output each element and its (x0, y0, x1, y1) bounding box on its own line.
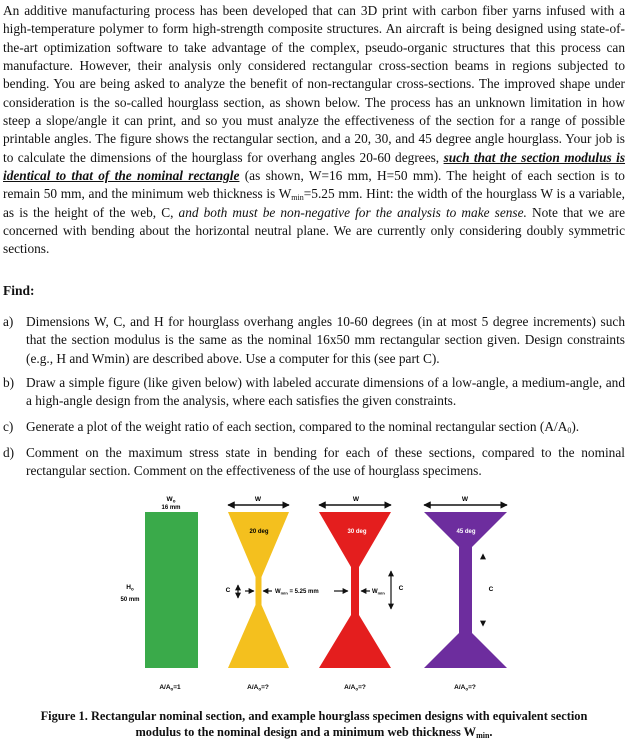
question-b (3, 374, 625, 411)
caption-text: Figure 1. Rectangular nominal section, and example hourglass specimen designs with equivalent section modulus to the nominal design and a minimum web thickness W (40, 709, 588, 739)
question-text: Generate a plot of the weight ratio of each section, compared to the nominal rectangular section (A/A (26, 419, 568, 434)
section-diagram (0, 488, 628, 698)
question-text-end: ). (571, 419, 580, 434)
hg45-area-ratio: $A/A_o=$? (454, 684, 476, 692)
question-text: Dimensions W, C, and H for hourglass overhang angles 10-60 degrees (in at most 5 degree increments) such that the section modulus is the same as the nominal 16x50 mm rectangular section given. Design constraints (e.g., H and Wmin) are described above. Use a computer for this (see part C). (26, 314, 625, 366)
hg30-wmin-label: $W_{min}$ (372, 589, 385, 596)
question-c (3, 418, 625, 436)
hg20-c-label: C (225, 587, 231, 594)
intro-wmin-sub: min (291, 193, 304, 203)
question-text: Comment on the maximum stress state in bending for each of these sections, compared to the nominal rectangular section. Comment on the effectiveness of the use of hourglass specimens. (26, 445, 625, 479)
hg45-c-label: C (488, 586, 494, 593)
intro-text-3: =5.25 mm. Hint: the width of the hourglass W is a variable, as is the height of the web, C, (3, 186, 625, 220)
hg20-wmin-label: $W_{min} = 5.25$ mm (275, 589, 319, 596)
question-label: b) (3, 375, 15, 390)
hourglass-45deg (424, 496, 507, 692)
hg30-w-label: W (352, 496, 360, 503)
intro-italic: and both must be non-negative for the analysis to make sense. (178, 204, 527, 220)
rect-h-label: $H_o$ (126, 584, 134, 592)
rect-h-value: 50 mm (120, 597, 140, 603)
hg30-area-ratio: $A/A_o=$? (344, 684, 366, 692)
intro-emphasis: such that the section modulus is identical to that of the nominal rectangle (3, 149, 626, 184)
caption-end: . (489, 725, 493, 739)
question-a (3, 313, 625, 368)
figure-caption (18, 708, 610, 740)
hg20-angle: 20 deg (249, 529, 269, 535)
hg30-c-label: C (398, 585, 404, 592)
rect-shape (145, 512, 198, 668)
rect-w-label: $W_o$ (166, 496, 176, 504)
hg45-w-label: W (461, 496, 469, 503)
caption-sub: min (476, 731, 490, 740)
hg30-angle: 30 deg (347, 529, 367, 535)
hg20-area-ratio: $A/A_o=$? (247, 684, 269, 692)
question-sub: 0 (567, 426, 572, 435)
question-text: Draw a simple figure (like given below) with labeled accurate dimensions of a low-angle, a medium-angle, and a high-angle design from the analysis, where each satisfies the given constraints. (26, 375, 625, 409)
intro-text-2: (as shown, W=16 mm, H=50 mm). The height of each section is to remain 50 mm, and the minimum web thickness is W (3, 168, 625, 202)
figure-1 (0, 488, 628, 698)
intro-text-1: An additive manufacturing process has been developed that can 3D print with carbon fiber yarns infused with a high-temperature polymer to form high-strength composite structures. An aircraft is being designed using state-of-the-art optimization software to take advantage of the complex, pseudo-organic structures that this process can manufacture. However, their analysis only considered rectangular cross-section beams in regions subjected to bending. You are being asked to analyze the benefit of non-rectangular cross-sections. The improved shape under consideration is the so-called hourglass section, as shown below. The process has an unknown limitation in how steep a slope/angle it can print, and so you must analyze the effectiveness of the section for a range of possible printable angles. The figure shows the rectangular section, and a 20, 30, and 45 degree angle hourglass. Your job is to calculate the dimensions of the hourglass for overhang angles 20-60 degrees, (3, 3, 625, 165)
hg45-shape (424, 512, 507, 668)
question-label: c) (3, 419, 14, 434)
hourglass-30deg (319, 496, 404, 692)
problem-statement (3, 2, 625, 259)
rect-w-value: 16 mm (161, 505, 181, 511)
question-d (3, 444, 625, 481)
find-heading: Find: (3, 283, 35, 298)
hg45-angle: 45 deg (456, 529, 476, 535)
question-label: d) (3, 445, 15, 460)
hourglass-20deg (226, 496, 319, 692)
question-label: a) (3, 314, 14, 329)
rect-area-ratio: $A/A_o=1$ (159, 684, 181, 692)
intro-text-4: Note that we are concerned with bending about the horizontal neutral plane. We are currently only considering doubly symmetric sections. (3, 204, 625, 257)
rectangular-section (120, 496, 198, 692)
hg20-w-label: W (254, 496, 262, 503)
